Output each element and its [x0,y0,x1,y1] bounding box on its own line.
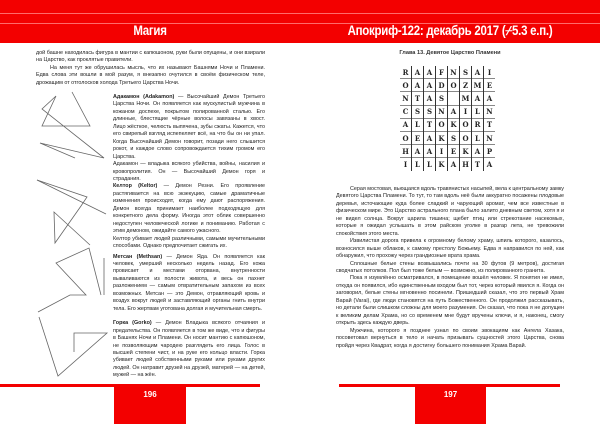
sigil-keltor [37,180,90,245]
right-header-band [300,0,600,43]
grid-cell [448,92,460,105]
entry-text: — Высочайший Демон Третьего Царства Ночи. Он появляется как мускулистый мужчина в кожаном доспехе, покрытом полированной сталью. Его длинные, блестящие чёрные волосы завязаны в хвост. Лицо жёсткое, челюсть выпячена, зубы сжаты. Кажется, что его свирепый взгляд испепеляет всё, на что бы он ни упал. Когда Высочайший Демон говорит, позади него слышится рокот, и каждое слово сопровождается тихим громом его Царства. [113,94,265,160]
sigil-adakamon [40,92,104,158]
grid-cell: O [460,118,472,131]
header-stripe [0,13,300,14]
entry-extra: Адакамон — владыка всякого убийства, войны, насилия и кровопролития. Он — Высочайший Демон горя и страдания. [113,161,265,182]
grid-cell: O [436,118,448,131]
grid-cell: L [424,158,436,171]
grid-cell: E [412,131,424,144]
grid-cell: T [424,118,436,131]
grid-cell: S [424,105,436,118]
grid-row [400,118,495,131]
grid-cell: C [400,105,412,118]
grid-cell: L [472,105,484,118]
grid-cell: N [400,92,412,105]
grid-cell: P [484,145,496,158]
entry-name: Метсан (Methsan) [113,253,163,260]
grid-cell: O [460,131,472,144]
grid-cell: A [424,92,436,105]
right-body [336,186,564,350]
grid-cell: R [472,118,484,131]
grid-cell: A [400,118,412,131]
paragraph: Серая мостовая, вьющаяся вдоль травянистых насыпей, вела к центральному замку Девятого Царства Пламени. То тут, то там вдоль неё были аккуратно посажены плодовые деревья, источающие куда более сладкий и чарующий аромат, чем все известные в физическом мире. Это Царство астрального плана было залито дневным светом, хотя я и не видел солнца. Вокруг царила тишина; щебет птиц или стрекотание насекомых, которые я ожидал услышать в этом райском уголке в разгар лета, не тревожили спокойствия этого места. [336,186,564,237]
grid-cell: E [484,79,496,92]
grid-cell: F [436,66,448,79]
sigil-gorka-2 [38,248,101,312]
grid-row [400,131,495,144]
entry-keltor [113,183,265,235]
grid-cell: A [412,66,424,79]
entry-text: — Демон Владыка всякого отчаяния и предательства. Он появляется в том же виде, что и фигуры в Башнях Ночи и Пламени. Он носит мантию с капюшоном, не позволяющим чародею разглядеть его лица. Голос в высшей степени чист, и на руке его кольцо власти. Горка убивает людей собственными руками или руками других людей. Он натравит друзей на друзей, матерей — на детей, мужей — на жён. [113,320,265,379]
right-header-title: Апокриф-122: декабрь 2017 (⌿5.3 е.п.) [347,23,553,38]
grid-cell: K [436,131,448,144]
entry-name: Келтор (Keltor) [113,183,158,190]
paragraph: Извилистая дорога привела к огромному белому храму, шпиль которого, казалось, возносился выше облаков, к самому престолу Божьему. Едва я направился по ней, как обнаружил, что прохожу через грандиозные врата храма. [336,238,564,260]
grid-cell: K [436,158,448,171]
grid-cell: L [412,118,424,131]
sigil-diagrams [0,85,112,385]
grid-cell: T [472,158,484,171]
grid-cell: S [460,66,472,79]
entry-gorka [113,320,265,380]
left-intro [36,50,265,87]
grid-cell: A [448,158,460,171]
grid-cell: A [424,131,436,144]
grid-cell: K [460,145,472,158]
grid-cell: A [412,145,424,158]
grid-row [400,158,495,171]
grid-cell: N [484,131,496,144]
grid-cell: I [484,66,496,79]
grid-cell: A [424,145,436,158]
left-header-band [0,0,300,43]
grid-cell: A [424,79,436,92]
right-page-number: 197 [415,387,486,424]
grid-cell: A [472,66,484,79]
grid-cell: R [402,67,409,77]
entry-name: Горка (Gorko) [113,320,152,327]
sigil-5 [39,317,107,376]
grid-cell: I [436,145,448,158]
grid-cell: E [448,145,460,158]
demon-entries [113,94,265,380]
grid-cell: N [436,105,448,118]
paragraph: Пока я изумлённо осматривался, в помещение вошёл человек. Я понятия не имел, откуда он появился, ибо единственным входом был тот, через который явился я. Когда он заговорил, белые стены мгновенно посинели. Пришедший сказал, что это первый Храм Варай (Varai), где люди становятся на путь Божественного. Он продолжил рассказывать, но детали были слишком сложны для моего разумения. Он сказал, что пока я не допущен к великим делам Храма, но со временем мне будут вручены ключи, и я, наконец, смогу открыть здесь каждую дверь. [336,275,564,327]
grid-cell: O [400,131,412,144]
grid-cell: A [424,66,436,79]
grid-cell: A [472,92,484,105]
grid-cell: A [472,145,484,158]
entry-adakamon [113,94,265,161]
grid-cell: T [484,118,496,131]
left-header-title: Магия [133,23,167,38]
grid-cell: I [460,105,472,118]
grid-cell: S [412,105,424,118]
paragraph: дой башне находилась фигура в мантии с капюшоном, руки были опущены, и они взирали на Царство, как проклятые правители. [36,50,265,64]
grid-row [400,145,495,158]
grid-cell: H [400,145,412,158]
grid-row [400,66,495,79]
grid-cell: N [484,105,496,118]
left-page-number: 196 [114,387,186,424]
grid-cell: D [436,79,448,92]
paragraph: На меня тут же обрушилась мысль, что их называют Башнями Ночи и Пламени. Едва слова эти вошли в мой разум, я внезапно очутился в своём физическом теле, дрожащим от отголосков холода Третьего Царства Ночи. [36,64,265,86]
grid-cell: S [436,92,448,105]
paragraph: Мужчина, которого я позднее узнал по своим эвокациям как Ангела Хазака, посоветовал вернуться в тело и начать призывать сущностей этого Царства, снова пройдя через Квадрат, когда я достигну большего понимания Храма Варай. [336,327,564,349]
grid-cell: A [484,92,496,105]
grid-cell: T [412,92,424,105]
grid-cell: I [400,158,412,171]
grid-cell: H [460,158,472,171]
paragraph: Сплошные белые стены возвышались почти на 30 футов (9 метров), достигая сводчатых потолков. Пол был тоже белым — возможно, из полированного гранита. [336,260,564,274]
chapter-title: Глава 13. Девятое Царство Пламени [399,50,501,56]
grid-cell: S [448,131,460,144]
grid-row [400,92,495,105]
entry-text: — Демон Яда. Он появляется как человек, умерший несколько недель назад. Его кожа провисает и местами оторвана, внутренности вываливаются из полости живота, и весь он пахнет разложением — самым отвратительным запахом из всех возможных. Метсан — это Демон, отравляющий кровь и воздух вокруг людей и заставляющий органы гнить внутри тела. Его жертвам уготована долгая и мучительная смерть. [113,253,265,312]
grid-cell: O [448,79,460,92]
grid-cell: Z [460,79,472,92]
header-stripe [300,13,600,14]
entry-text: — Демон Резни. Его проявление растягивается на всю экзекуцию, самые драматичные изменения происходят, когда ему дают распоряжения. Демон всегда принимает наиболее подходящую для конкретного дела форму. Иногда этот облик совершенно недоступен человеческой логике и пониманию. Работая с этим демоном, ожидайте самого ужасного. [113,183,265,235]
sigil-metsan [37,180,106,214]
grid-cell: A [448,105,460,118]
grid-cell: O [400,79,412,92]
entry-name: Адакамон (Adakamon) [113,94,175,100]
letter-square [400,66,495,171]
entry-metsan [113,254,265,314]
grid-cell: A [412,79,424,92]
grid-cell: A [484,158,496,171]
grid-cell: N [448,66,460,79]
grid-cell: M [472,79,484,92]
grid-row [400,79,495,92]
entry-extra: Келтор убивает людей различными, самыми мучительными способами. Однако предпочитает сжигать их. [113,235,265,250]
grid-cell: M [460,92,472,105]
grid-row [400,105,495,118]
grid-cell: L [472,131,484,144]
grid-cell: L [412,158,424,171]
grid-cell: K [448,118,460,131]
